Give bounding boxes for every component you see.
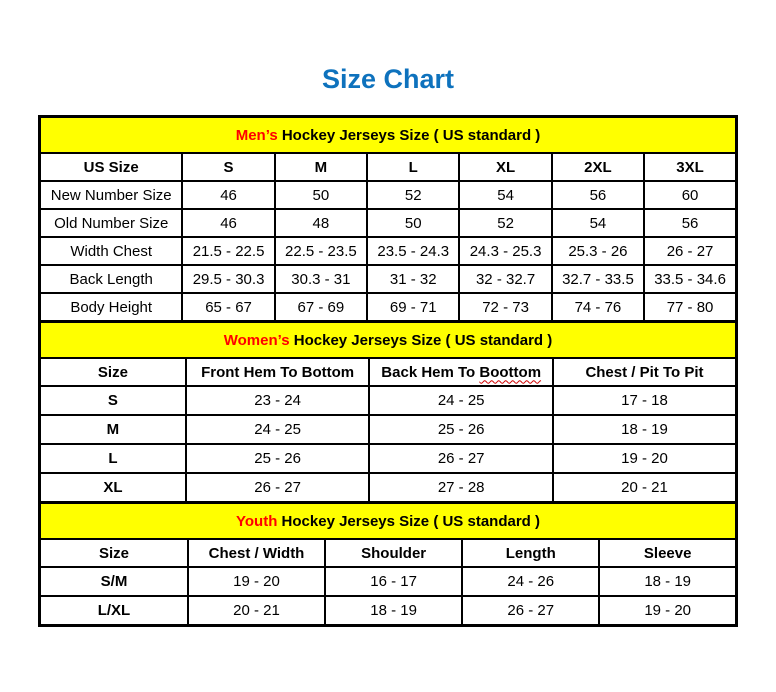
size-table-youth [38, 501, 738, 627]
column-header: US Size [40, 153, 183, 181]
cell-value: 32.7 - 33.5 [552, 265, 644, 293]
cell-value: 18 - 19 [325, 596, 462, 626]
table-row [40, 386, 737, 415]
cell-value: 26 - 27 [369, 444, 553, 473]
column-header: M [275, 153, 367, 181]
row-label: M [40, 415, 186, 444]
cell-value: 18 - 19 [553, 415, 737, 444]
cell-value: 27 - 28 [369, 473, 553, 503]
cell-value: 23.5 - 24.3 [367, 237, 459, 265]
column-header: S [182, 153, 274, 181]
table-row [40, 473, 737, 503]
section-highlight: Men’s [235, 126, 278, 144]
column-header: L [367, 153, 459, 181]
cell-value: 48 [275, 209, 367, 237]
cell-value: 24 - 26 [462, 567, 599, 596]
column-header: Length [462, 539, 599, 567]
cell-value: 25 - 26 [186, 444, 370, 473]
section-header-womens: Women’s Hockey Jerseys Size ( US standard ) [40, 322, 737, 359]
row-label: New Number Size [40, 181, 183, 209]
cell-value: 16 - 17 [325, 567, 462, 596]
column-header: Back Hem To Boottom [369, 358, 553, 386]
column-header: XL [459, 153, 551, 181]
cell-value: 50 [275, 181, 367, 209]
cell-value: 33.5 - 34.6 [644, 265, 736, 293]
table-row [40, 181, 737, 209]
section-highlight: Women’s [223, 331, 290, 349]
column-header: 3XL [644, 153, 736, 181]
column-header-row [40, 539, 737, 567]
cell-value: 74 - 76 [552, 293, 644, 322]
column-header: 2XL [552, 153, 644, 181]
column-header: Shoulder [325, 539, 462, 567]
cell-value: 26 - 27 [186, 473, 370, 503]
section-header-row [40, 117, 737, 154]
cell-value: 77 - 80 [644, 293, 736, 322]
size-tables-container [38, 115, 738, 627]
cell-value: 31 - 32 [367, 265, 459, 293]
cell-value: 25.3 - 26 [552, 237, 644, 265]
cell-value: 26 - 27 [462, 596, 599, 626]
cell-value: 52 [459, 209, 551, 237]
size-table-womens [38, 320, 738, 504]
page-title: Size Chart [321, 64, 455, 94]
cell-value: 67 - 69 [275, 293, 367, 322]
cell-value: 18 - 19 [599, 567, 736, 596]
row-label: L [40, 444, 186, 473]
cell-value: 46 [182, 209, 274, 237]
column-header: Chest / Pit To Pit [553, 358, 737, 386]
section-header-mens: Men’s Hockey Jerseys Size ( US standard ) [40, 117, 737, 154]
row-label: Width Chest [40, 237, 183, 265]
cell-value: 21.5 - 22.5 [182, 237, 274, 265]
section-highlight: Youth [236, 512, 278, 530]
cell-value: 69 - 71 [367, 293, 459, 322]
cell-value: 20 - 21 [188, 596, 325, 626]
row-label: Body Height [40, 293, 183, 322]
row-label: S/M [40, 567, 188, 596]
column-header: Size [40, 539, 188, 567]
cell-value: 24 - 25 [186, 415, 370, 444]
cell-value: 19 - 20 [553, 444, 737, 473]
column-header: Chest / Width [188, 539, 325, 567]
cell-value: 20 - 21 [553, 473, 737, 503]
section-header-row [40, 503, 737, 540]
column-header: Size [40, 358, 186, 386]
cell-value: 22.5 - 23.5 [275, 237, 367, 265]
misspelled-word: Boottom [479, 363, 542, 381]
column-header-row [40, 358, 737, 386]
table-row [40, 596, 737, 626]
cell-value: 30.3 - 31 [275, 265, 367, 293]
cell-value: 72 - 73 [459, 293, 551, 322]
section-header-row [40, 322, 737, 359]
row-label: XL [40, 473, 186, 503]
column-header-row [40, 153, 737, 181]
cell-value: 29.5 - 30.3 [182, 265, 274, 293]
table-row [40, 265, 737, 293]
row-label: Back Length [40, 265, 183, 293]
cell-value: 23 - 24 [186, 386, 370, 415]
section-header-youth: Youth Hockey Jerseys Size ( US standard ) [40, 503, 737, 540]
table-row [40, 209, 737, 237]
column-header: Sleeve [599, 539, 736, 567]
cell-value: 56 [644, 209, 736, 237]
row-label: S [40, 386, 186, 415]
cell-value: 19 - 20 [599, 596, 736, 626]
cell-value: 54 [552, 209, 644, 237]
cell-value: 50 [367, 209, 459, 237]
cell-value: 32 - 32.7 [459, 265, 551, 293]
row-label: L/XL [40, 596, 188, 626]
cell-value: 65 - 67 [182, 293, 274, 322]
column-header: Front Hem To Bottom [186, 358, 370, 386]
cell-value: 25 - 26 [369, 415, 553, 444]
table-row [40, 444, 737, 473]
cell-value: 56 [552, 181, 644, 209]
row-label: Old Number Size [40, 209, 183, 237]
cell-value: 46 [182, 181, 274, 209]
cell-value: 60 [644, 181, 736, 209]
cell-value: 26 - 27 [644, 237, 736, 265]
size-table-mens [38, 115, 738, 323]
table-row [40, 567, 737, 596]
cell-value: 52 [367, 181, 459, 209]
cell-value: 19 - 20 [188, 567, 325, 596]
table-row [40, 415, 737, 444]
cell-value: 54 [459, 181, 551, 209]
table-row [40, 237, 737, 265]
cell-value: 17 - 18 [553, 386, 737, 415]
cell-value: 24.3 - 25.3 [459, 237, 551, 265]
cell-value: 24 - 25 [369, 386, 553, 415]
table-row [40, 293, 737, 322]
